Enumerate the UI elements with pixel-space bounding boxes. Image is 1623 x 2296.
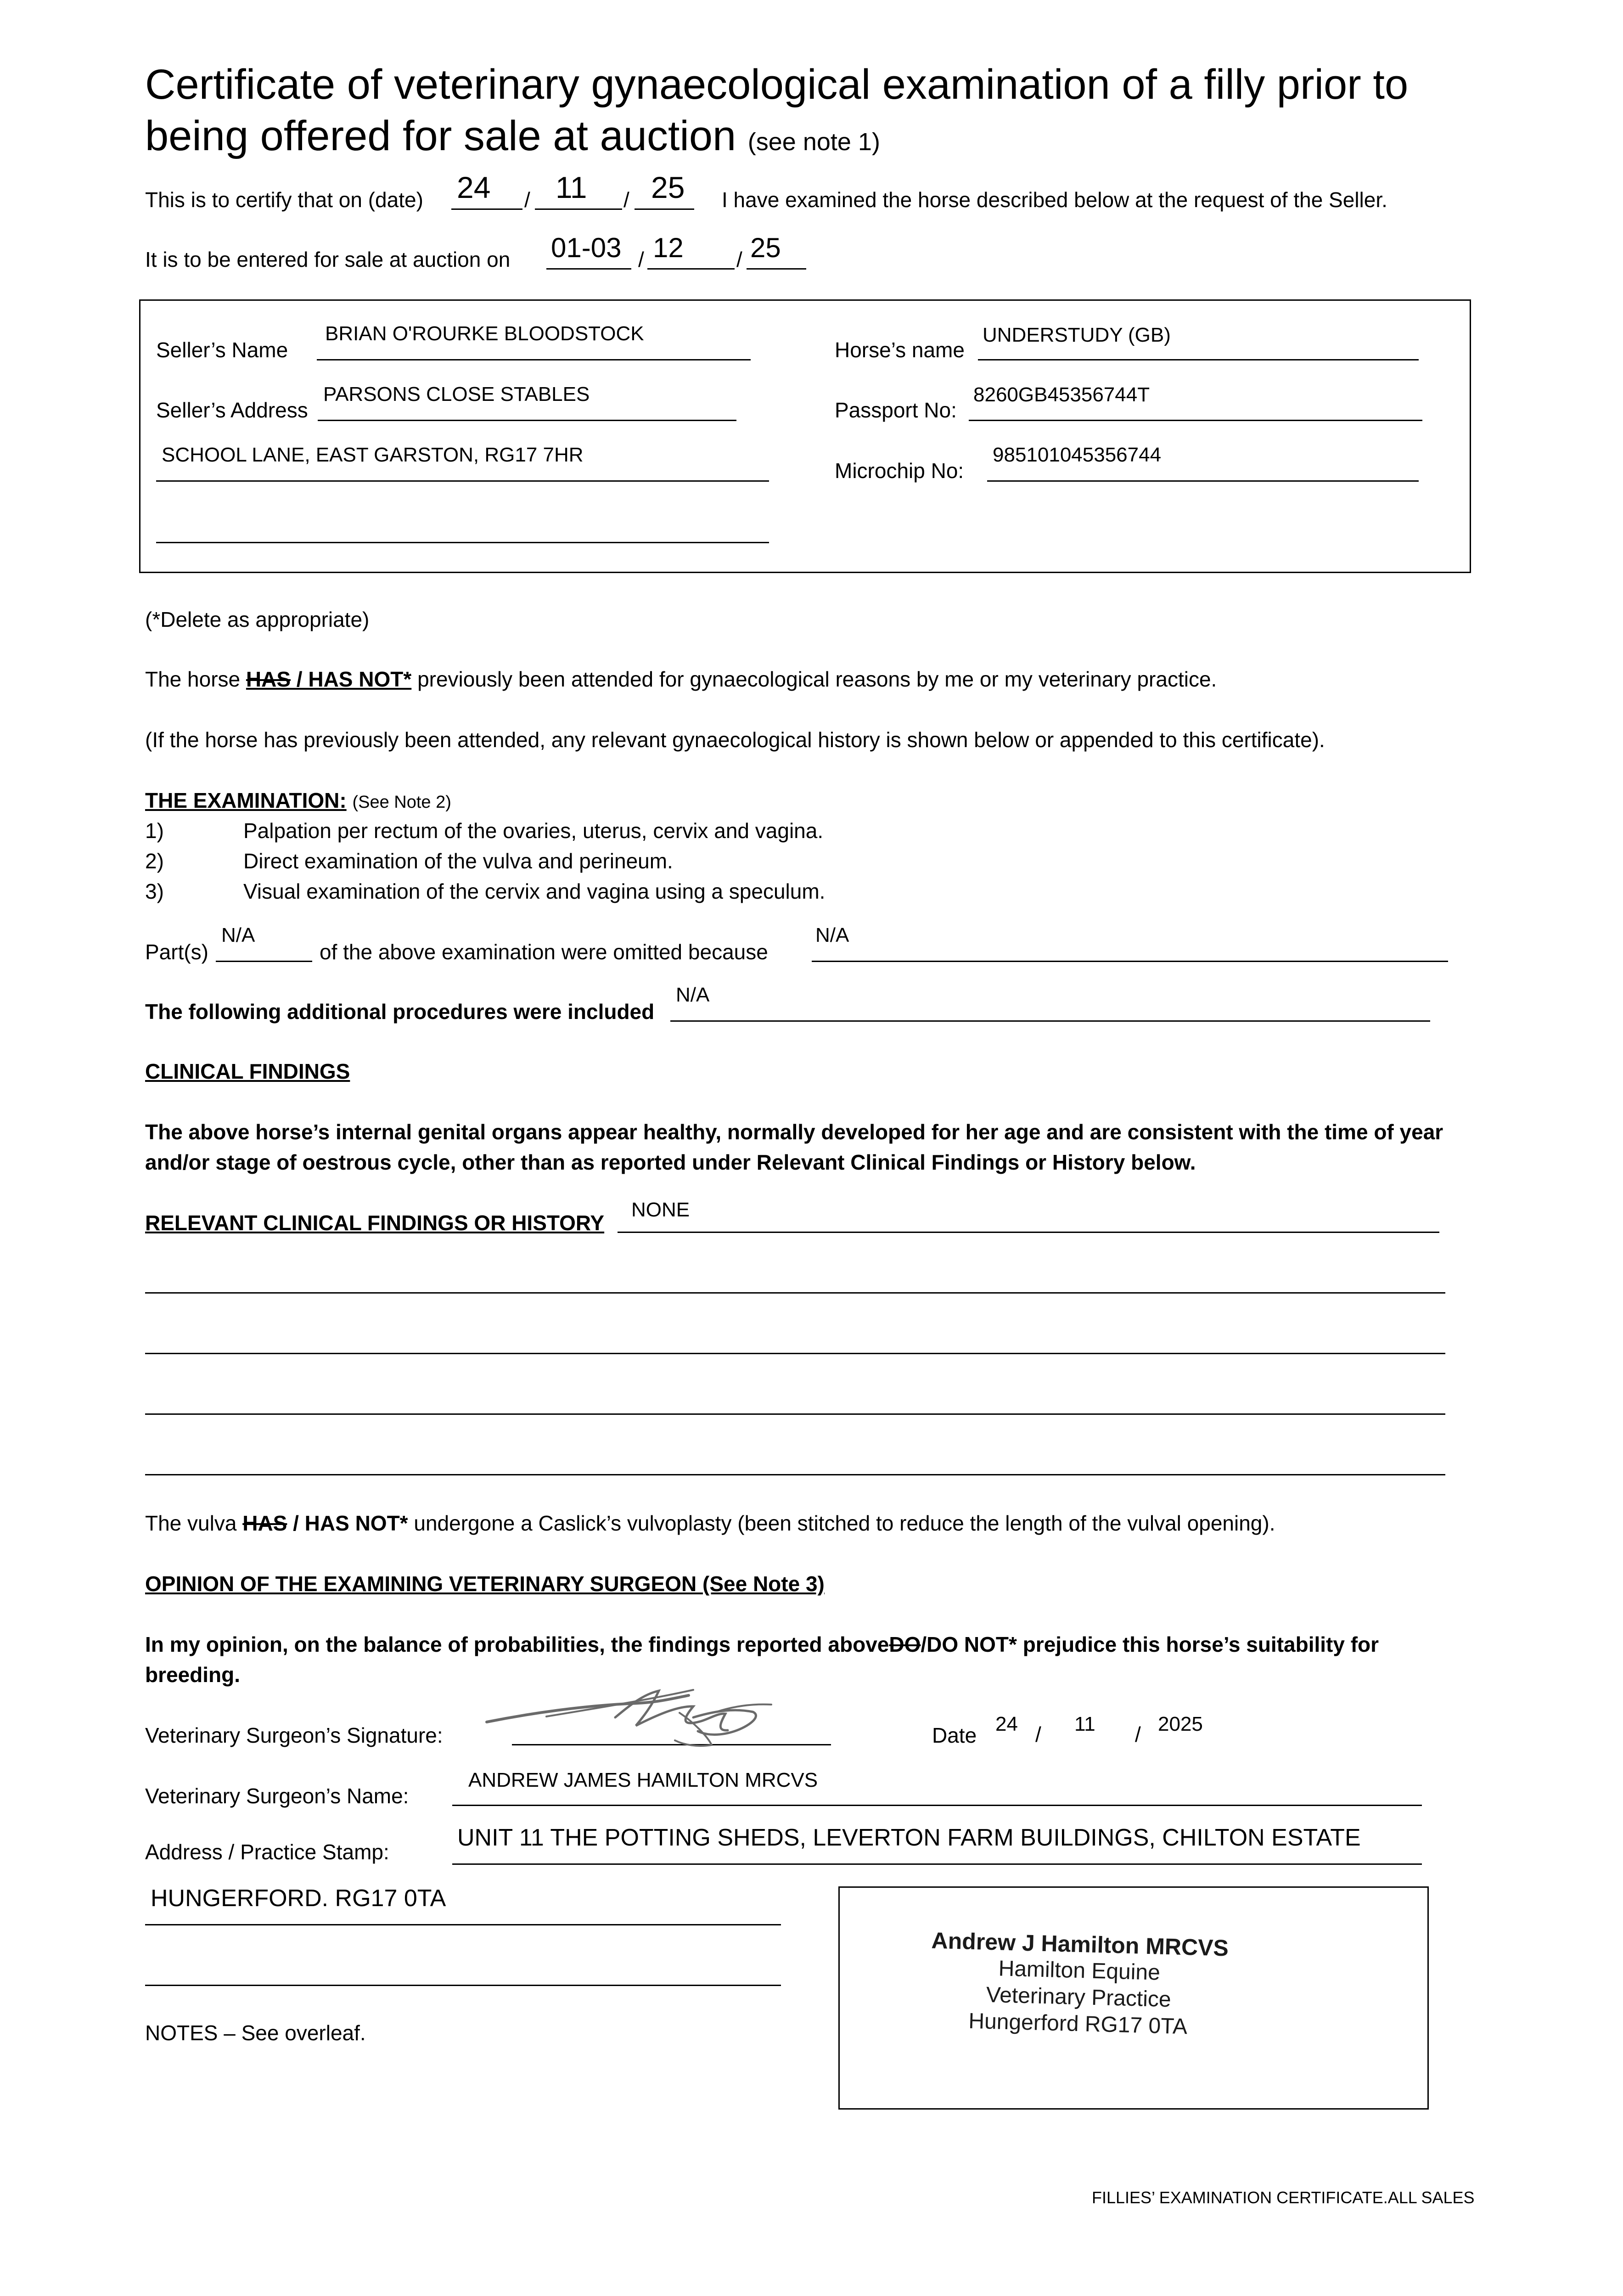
exam-item-2-num: 2) [145, 849, 164, 873]
opinion-line-1-a: In my opinion, on the balance of probabilities, the findings reported above [145, 1632, 889, 1656]
surgeon-address-line-3 [145, 1985, 781, 1986]
clinical-heading: CLINICAL FINDINGS [145, 1059, 350, 1083]
attended-options [246, 667, 411, 691]
vulva-has-struck: HAS [242, 1511, 287, 1535]
stamp-line-4: Hungerford RG17 0TA [968, 2009, 1188, 2039]
relevant-findings-line-2 [145, 1353, 1445, 1354]
relevant-findings-value: NONE [631, 1199, 690, 1221]
footer-text: FILLIES’ EXAMINATION CERTIFICATE.ALL SALES [1092, 2188, 1475, 2207]
omitted-parts-value: N/A [221, 924, 255, 946]
vulva-statement [145, 1511, 1275, 1536]
certify-month: 11 [556, 170, 587, 204]
auction-slash-2: / [736, 248, 742, 271]
vulva-options [242, 1511, 408, 1535]
stamp-line-1: Andrew J Hamilton MRCVS [931, 1927, 1229, 1961]
surgeon-name-value: ANDREW JAMES HAMILTON MRCVS [468, 1769, 818, 1791]
certify-day-line [451, 208, 522, 210]
exam-item-2-text: Direct examination of the vulva and perineum. [243, 849, 673, 873]
additional-label: The following additional procedures were included [145, 1000, 655, 1024]
omitted-reason-line [812, 961, 1448, 962]
examination-heading [145, 788, 451, 813]
seller-name-label: Seller’s Name [156, 338, 288, 362]
horse-name-line [978, 359, 1419, 360]
opinion-do-struck: DO [889, 1632, 921, 1656]
exam-item-3-num: 3) [145, 879, 164, 903]
practice-stamp [917, 1927, 1241, 2042]
title-line-1: Certificate of veterinary gynaecological examination of a filly prior to [145, 61, 1409, 108]
auction-month-line [647, 268, 735, 270]
notes-text: NOTES – See overleaf. [145, 2021, 366, 2045]
relevant-findings-label: RELEVANT CLINICAL FINDINGS OR HISTORY [145, 1211, 605, 1235]
attended-statement [145, 667, 1217, 692]
additional-value: N/A [676, 984, 710, 1006]
surgeon-name-line [452, 1805, 1422, 1806]
attended-note: (If the horse has previously been attended, any relevant gynaecological history is shown below or appended to this certificate). [145, 728, 1325, 752]
signature-date-slash-2: / [1135, 1722, 1141, 1746]
signature-label: Veterinary Surgeon’s Signature: [145, 1723, 443, 1747]
certify-month-line [535, 208, 622, 210]
seller-address-line-1 [318, 420, 736, 421]
vulva-suffix: undergone a Caslick’s vulvoplasty (been stitched to reduce the length of the vulval opening). [414, 1511, 1275, 1535]
title-line-2 [145, 110, 1408, 168]
omitted-prefix: Part(s) [145, 940, 208, 964]
opinion-line-1 [145, 1632, 1379, 1657]
document-title [145, 59, 1408, 168]
signature-date-label: Date [932, 1723, 977, 1747]
attended-suffix: previously been attended for gynaecological reasons by me or my veterinary practice. [417, 667, 1217, 691]
seller-address-label: Seller’s Address [156, 398, 308, 422]
auction-prefix: It is to be entered for sale at auction on [145, 248, 511, 271]
delete-note: (*Delete as appropriate) [145, 608, 370, 631]
signature-date-slash-1: / [1035, 1722, 1041, 1746]
omitted-middle: of the above examination were omitted because [320, 940, 768, 964]
certify-year: 25 [651, 170, 685, 204]
vulva-prefix: The vulva [145, 1511, 237, 1535]
stamp-line-2: Hamilton Equine [998, 1956, 1161, 1985]
surgeon-address-value-2: HUNGERFORD. RG17 0TA [151, 1885, 446, 1912]
passport-value: 8260GB45356744T [973, 383, 1150, 406]
seller-address-value-1: PARSONS CLOSE STABLES [323, 383, 590, 405]
auction-slash-1: / [638, 248, 644, 271]
auction-day: 01-03 [551, 232, 622, 263]
certify-slash-2: / [623, 188, 629, 212]
seller-name-line [317, 359, 751, 360]
opinion-line-1-b: /DO NOT* prejudice this horse’s suitability for [921, 1632, 1379, 1656]
additional-line [670, 1020, 1430, 1022]
handwritten-signature [477, 1662, 854, 1759]
clinical-statement-1: The above horse’s internal genital organs appear healthy, normally developed for her age and are consistent with the time of year [145, 1120, 1443, 1144]
surgeon-name-label: Veterinary Surgeon’s Name: [145, 1784, 409, 1808]
exam-item-3-text: Visual examination of the cervix and vagina using a speculum. [243, 879, 826, 903]
exam-item-1-text: Palpation per rectum of the ovaries, uterus, cervix and vagina. [243, 819, 824, 843]
signature-date-month: 11 [1074, 1713, 1095, 1735]
opinion-line-2: breeding. [145, 1663, 241, 1687]
auction-year-line [747, 268, 806, 270]
microchip-line [987, 480, 1419, 482]
certify-suffix: I have examined the horse described below at the request of the Seller. [722, 188, 1387, 212]
surgeon-address-value-1: UNIT 11 THE POTTING SHEDS, LEVERTON FARM BUILDINGS, CHILTON ESTATE [457, 1824, 1361, 1851]
title-line-2-text: being offered for sale at auction [145, 113, 736, 159]
surgeon-address-line-1 [452, 1863, 1422, 1865]
passport-line [969, 420, 1422, 421]
relevant-findings-line-4 [145, 1474, 1445, 1475]
omitted-parts-line [216, 961, 312, 962]
signature-date-year: 2025 [1158, 1713, 1203, 1735]
seller-address-line-3 [156, 542, 769, 543]
seller-address-value-2: SCHOOL LANE, EAST GARSTON, RG17 7HR [162, 444, 584, 466]
relevant-findings-line-1 [145, 1292, 1445, 1294]
title-note: (see note 1) [747, 128, 880, 156]
attended-has-struck: HAS [246, 667, 291, 691]
omitted-reason-value: N/A [815, 924, 849, 946]
stamp-line-3: Veterinary Practice [986, 1982, 1172, 2012]
surgeon-address-label: Address / Practice Stamp: [145, 1840, 389, 1864]
microchip-value: 985101045356744 [993, 444, 1162, 466]
auction-day-line [546, 268, 631, 270]
exam-item-1-num: 1) [145, 819, 164, 843]
vulva-has-not: / HAS NOT* [287, 1511, 408, 1535]
seller-name-value: BRIAN O'ROURKE BLOODSTOCK [325, 322, 644, 345]
auction-month: 12 [653, 232, 684, 263]
certify-slash-1: / [524, 188, 530, 212]
certify-year-line [635, 208, 694, 210]
certify-prefix: This is to certify that on (date) [145, 188, 423, 212]
surgeon-address-line-2 [145, 1924, 781, 1925]
attended-has-not: / HAS NOT* [291, 667, 412, 691]
clinical-statement-2: and/or stage of oestrous cycle, other than as reported under Relevant Clinical Findings or History below. [145, 1150, 1196, 1174]
examination-heading-text: THE EXAMINATION: [145, 788, 347, 812]
seller-address-line-2 [156, 480, 769, 482]
signature-date-day: 24 [995, 1713, 1018, 1735]
horse-name-label: Horse’s name [835, 338, 965, 362]
certify-day: 24 [457, 170, 491, 204]
auction-year: 25 [750, 232, 781, 263]
horse-name-value: UNDERSTUDY (GB) [983, 324, 1171, 346]
relevant-findings-line-3 [145, 1413, 1445, 1415]
attended-prefix: The horse [145, 667, 241, 691]
microchip-label: Microchip No: [835, 459, 964, 483]
passport-label: Passport No: [835, 398, 957, 422]
examination-heading-note: (See Note 2) [352, 793, 451, 812]
opinion-heading: OPINION OF THE EXAMINING VETERINARY SURGEON (See Note 3) [145, 1572, 825, 1596]
relevant-findings-line-0 [618, 1232, 1439, 1233]
